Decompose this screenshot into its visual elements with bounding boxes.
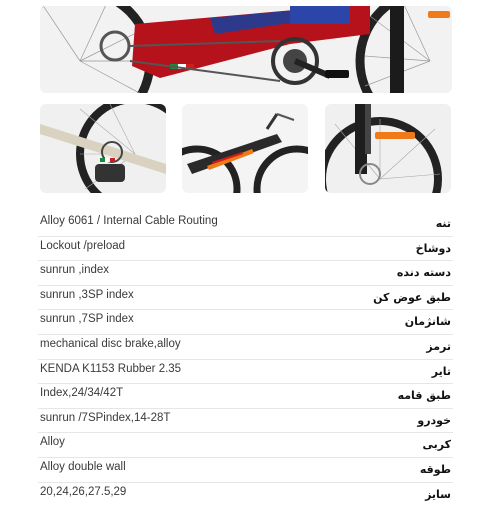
spec-row-crankset — [38, 384, 453, 409]
spec-label: طبق عوض کن — [373, 290, 451, 304]
spec-value: sunrun ,index — [40, 264, 110, 277]
spec-value: Alloy 6061 / Internal Cable Routing — [40, 215, 218, 227]
spec-table — [38, 212, 453, 506]
spec-row-frame — [38, 212, 453, 237]
spec-label: طوقه — [419, 462, 451, 476]
spec-value: mechanical disc brake,alloy — [40, 337, 181, 350]
spec-value: Index,24/34/42T — [40, 387, 124, 400]
spec-row-tire — [38, 360, 453, 385]
spec-row-front-derailleur — [38, 286, 453, 311]
spec-value: Alloy double wall — [40, 460, 126, 473]
spec-value: Lockout /preload — [40, 239, 126, 252]
spec-value: Alloy — [40, 436, 65, 449]
spec-label: خودرو — [417, 413, 451, 427]
spec-label: دسته دنده — [396, 266, 451, 280]
spec-label: شانژمان — [404, 315, 451, 329]
fork-brake-photo — [325, 104, 451, 193]
frame-photo — [182, 104, 308, 193]
spec-row-brake — [38, 335, 453, 360]
spec-label: سایز — [425, 487, 451, 501]
spec-row-hub — [38, 433, 453, 458]
spec-label: تایر — [431, 364, 451, 378]
spec-value: KENDA K1153 Rubber 2.35 — [40, 362, 182, 375]
spec-row-rear-derailleur — [38, 310, 453, 335]
spec-value: sunrun /7SPindex,14-28T — [40, 411, 171, 424]
spec-row-size — [38, 483, 453, 506]
spec-label: ترمز — [426, 339, 451, 353]
spec-label: تنه — [435, 217, 451, 230]
spec-row-fork — [38, 237, 453, 262]
hero-bike-photo — [40, 6, 452, 93]
spec-value: sunrun ,7SP index — [40, 313, 134, 326]
spec-label: طبق قامه — [397, 389, 451, 403]
spec-value: 20,24,26,27.5,29 — [40, 485, 127, 498]
spec-row-shifter — [38, 261, 453, 286]
spec-row-freewheel — [38, 409, 453, 434]
derailleur-photo — [40, 104, 166, 193]
spec-value: sunrun ,3SP index — [40, 288, 134, 301]
spec-label: دوشاخ — [415, 241, 451, 255]
spec-row-rim — [38, 458, 453, 483]
spec-label: کربی — [422, 438, 451, 452]
